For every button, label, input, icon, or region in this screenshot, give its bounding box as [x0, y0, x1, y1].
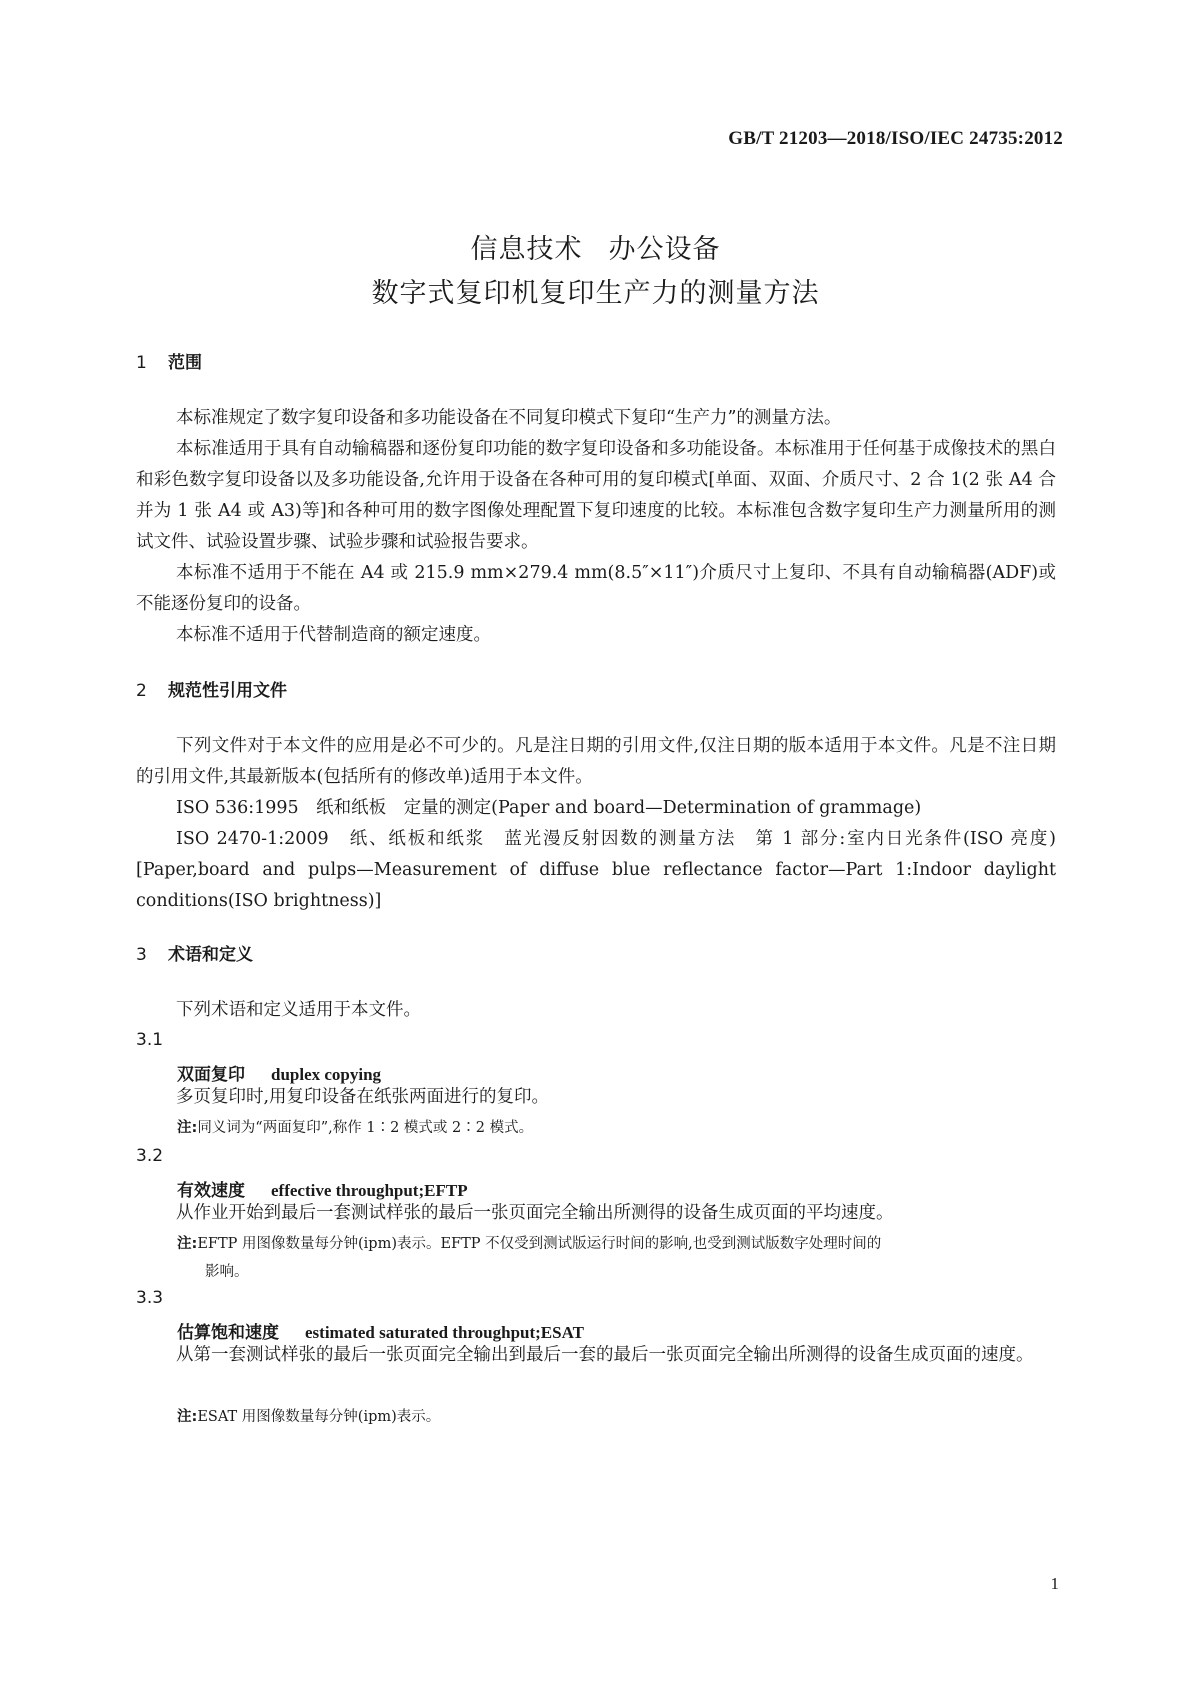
term-note	[177, 1114, 1057, 1142]
reference-iso-2470-1: ISO 2470-1:2009 纸、纸板和纸浆 蓝光漫反射因数的测量方法 第 1 部分:室内日光条件(ISO 亮度)[Paper,board and pulps—Measurement of diffuse blue reflectance factor—Part 1:Indoor daylight conditions(ISO brightness)]	[136, 829, 1056, 911]
term-en: duplex copying	[271, 1065, 382, 1084]
term-note	[177, 1403, 1057, 1431]
term-zh: 有效速度	[177, 1181, 245, 1201]
section-title: 规范性引用文件	[168, 681, 287, 701]
section-title: 术语和定义	[168, 945, 253, 965]
term-number: 3.2	[136, 1146, 164, 1166]
section-3-heading	[136, 940, 253, 965]
document-title	[0, 228, 1191, 316]
title-line-2: 数字式复印机复印生产力的测量方法	[371, 278, 820, 309]
section-number: 2	[136, 681, 147, 701]
term-en: effective throughput;EFTP	[271, 1181, 468, 1200]
title-part-b: 办公设备	[608, 234, 721, 265]
term-en: estimated saturated throughput;ESAT	[305, 1323, 584, 1342]
term-definition: 多页复印时,用复印设备在纸张两面进行的复印。	[176, 1087, 550, 1107]
title-line-1	[0, 228, 1191, 272]
note-text: ESAT 用图像数量每分钟(ipm)表示。	[197, 1409, 441, 1425]
section-number: 3	[136, 945, 147, 965]
note-label: 注:	[177, 1236, 198, 1252]
title-part-a: 信息技术	[470, 234, 583, 265]
note-text: 同义词为“两面复印”,称作 1∶2 模式或 2∶2 模式。	[197, 1120, 534, 1136]
section-number: 1	[136, 353, 147, 373]
term-definition: 从作业开始到最后一套测试样张的最后一张页面完全输出所测得的设备生成页面的平均速度。	[176, 1203, 894, 1223]
term-zh: 双面复印	[177, 1065, 245, 1085]
page-number: 1	[1050, 1574, 1059, 1593]
note-label: 注:	[177, 1120, 198, 1136]
term-definition: 从第一套测试样张的最后一张页面完全输出到最后一套的最后一张页面完全输出所测得的设备生成页面的速度。	[176, 1345, 1034, 1365]
term-zh: 估算饱和速度	[177, 1323, 279, 1343]
section-1-para-4: 本标准不适用于代替制造商的额定速度。	[176, 625, 491, 645]
note-label: 注:	[177, 1409, 198, 1425]
section-1-para-2: 本标准适用于具有自动输稿器和逐份复印功能的数字复印设备和多功能设备。本标准用于任何基于成像技术的黑白和彩色数字复印设备以及多功能设备,允许用于设备在各种可用的复印模式[单面、双面、介质尺寸、2 合 1(2 张 A4 合并为 1 张 A4 或 A3)等]和各种可用的数字图像处理配置下复印速度的比较。本标准包含数字复印生产力测量所用的测试文件、试验设置步骤、试验步骤和试验报告要求。	[136, 439, 1056, 552]
section-1-para-1: 本标准规定了数字复印设备和多功能设备在不同复印模式下复印“生产力”的测量方法。	[176, 408, 842, 428]
standard-code: GB/T 21203—2018/ISO/IEC 24735:2012	[728, 128, 1063, 149]
section-title: 范围	[168, 353, 202, 373]
section-2-para-1: 下列文件对于本文件的应用是必不可少的。凡是注日期的引用文件,仅注日期的版本适用于本文件。凡是不注日期的引用文件,其最新版本(包括所有的修改单)适用于本文件。	[136, 736, 1056, 787]
section-3-para-1: 下列术语和定义适用于本文件。	[176, 1000, 421, 1020]
reference-iso-536: ISO 536:1995 纸和纸板 定量的测定(Paper and board—Determination of grammage)	[176, 798, 922, 818]
note-text-continued: 影响。	[205, 1264, 249, 1280]
term-number: 3.1	[136, 1030, 164, 1050]
term-number: 3.3	[136, 1288, 164, 1308]
term-note	[177, 1230, 1057, 1286]
section-1-heading	[136, 348, 202, 373]
section-1-para-3: 本标准不适用于不能在 A4 或 215.9 mm×279.4 mm(8.5″×11″)介质尺寸上复印、不具有自动输稿器(ADF)或不能逐份复印的设备。	[136, 563, 1056, 614]
note-text: EFTP 用图像数量每分钟(ipm)表示。EFTP 不仅受到测试版运行时间的影响,也受到测试版数字处理时间的	[197, 1236, 882, 1252]
section-2-heading	[136, 676, 287, 701]
